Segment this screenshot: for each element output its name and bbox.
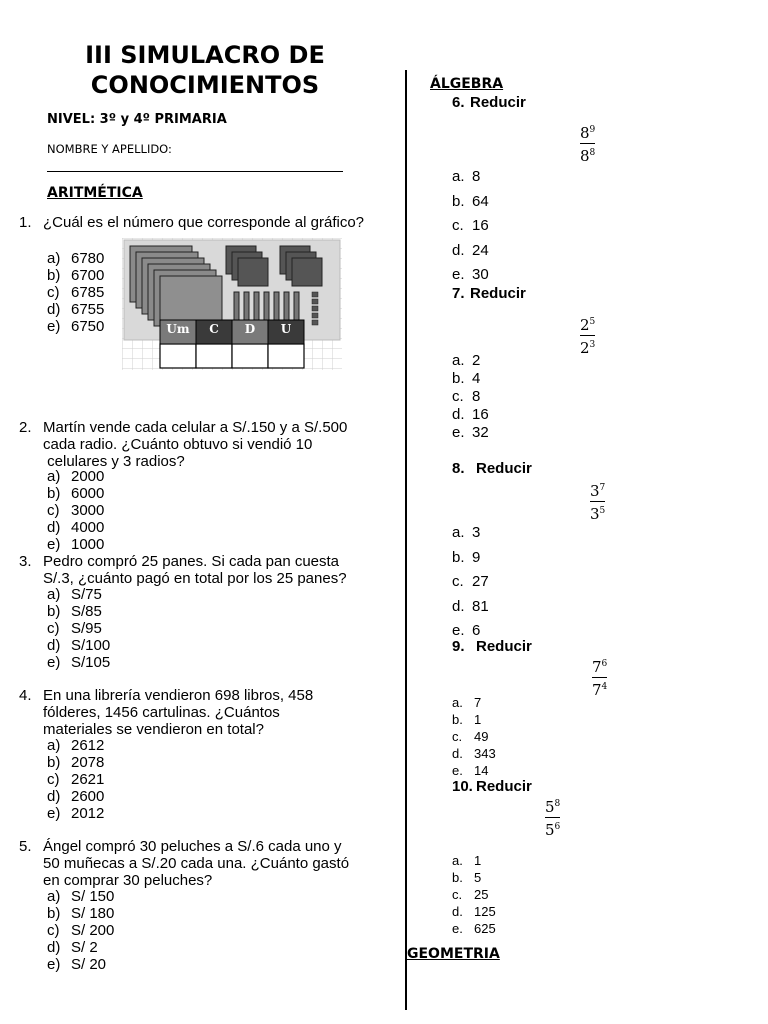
question-number: 7. (452, 285, 465, 302)
numerator-exponent: 6 (601, 659, 608, 669)
answer-option[interactable] (47, 788, 104, 805)
algebra-question-header (452, 285, 526, 302)
option-letter: a) (47, 586, 61, 603)
numerator-exponent: 5 (589, 317, 596, 327)
answer-option[interactable] (47, 536, 104, 553)
answer-option[interactable] (452, 598, 489, 615)
answer-option[interactable] (452, 695, 481, 710)
question-label: Reducir (470, 94, 526, 111)
answer-option[interactable] (452, 622, 480, 639)
answer-option[interactable] (47, 805, 104, 822)
question-number: 10. (452, 778, 473, 795)
answer-option[interactable] (47, 603, 102, 620)
answer-option[interactable] (452, 573, 489, 590)
answer-option[interactable] (47, 519, 104, 536)
option-value: 27 (472, 573, 489, 590)
option-letter: b. (452, 712, 463, 727)
answer-option[interactable] (452, 406, 489, 423)
option-value: 24 (472, 241, 489, 259)
answer-option[interactable] (47, 888, 114, 905)
option-value: 1 (474, 853, 482, 868)
title-line-1: III SIMULACRO DE (85, 41, 325, 69)
option-letter: a) (47, 468, 61, 485)
option-value: 3 (472, 524, 481, 541)
option-value: 5 (474, 870, 482, 885)
option-value: 16 (472, 406, 489, 423)
option-letter: b) (47, 267, 61, 284)
option-value: 625 (474, 921, 496, 936)
answer-option[interactable] (452, 388, 480, 405)
question-label: Reducir (470, 285, 526, 302)
option-value: S/ 180 (71, 905, 115, 922)
option-letter: a. (452, 695, 463, 710)
numerator-base: 7 (592, 658, 602, 676)
answer-option[interactable] (452, 904, 496, 919)
answer-option[interactable] (452, 763, 488, 778)
question-text: cada radio. ¿Cuánto obtuvo si vendió 10 (43, 436, 313, 453)
title-line-2: CONOCIMIENTOS (90, 71, 320, 99)
option-letter: d) (47, 788, 61, 805)
option-value: 30 (472, 266, 489, 283)
answer-option[interactable] (452, 524, 480, 541)
option-letter: b. (452, 548, 465, 566)
name-write-line (47, 171, 343, 172)
answer-option[interactable] (47, 250, 104, 267)
option-value: S/100 (71, 637, 111, 654)
option-value: 14 (474, 763, 489, 778)
answer-option[interactable] (47, 939, 98, 956)
answer-option[interactable] (47, 922, 114, 939)
option-value: 7 (474, 695, 482, 710)
algebra-question-header (452, 94, 526, 111)
option-letter: c. (452, 388, 464, 405)
option-value: 4000 (71, 519, 105, 536)
answer-option[interactable] (47, 620, 102, 637)
answer-option[interactable] (47, 502, 104, 519)
place-value-label: U (280, 322, 292, 336)
denominator-base: 5 (545, 821, 555, 839)
option-value: 6 (472, 622, 481, 639)
answer-option[interactable] (47, 301, 104, 318)
option-value: 32 (472, 424, 489, 441)
option-value: 6785 (71, 284, 105, 301)
algebra-question-header (452, 778, 532, 795)
option-letter: c) (47, 771, 60, 788)
question-text: 50 muñecas a S/.20 cada una. ¿Cuánto gastó (43, 855, 350, 872)
option-letter: e) (47, 536, 61, 553)
numerator-base: 5 (545, 798, 555, 816)
base-ten-blocks-figure (122, 238, 342, 370)
answer-option[interactable] (452, 746, 496, 761)
question-text: Ángel compró 30 peluches a S/.6 cada uno y (43, 838, 342, 855)
option-value: 2621 (71, 771, 105, 788)
nombre-label: NOMBRE Y APELLIDO: (47, 142, 172, 156)
answer-option[interactable] (452, 217, 489, 234)
option-value: 6000 (71, 485, 105, 502)
option-letter: c. (452, 729, 463, 744)
option-value: 9 (472, 548, 481, 566)
power-fraction (580, 122, 595, 165)
question-text: materiales se vendieron en total? (43, 721, 264, 738)
option-letter: e. (452, 921, 463, 936)
place-value-label: D (244, 322, 256, 336)
option-value: S/75 (71, 586, 102, 603)
fraction-denominator (580, 337, 595, 357)
option-letter: d) (47, 301, 61, 318)
option-letter: b) (47, 603, 61, 620)
answer-option[interactable] (47, 956, 106, 973)
option-letter: a. (452, 352, 465, 369)
algebra-heading: ÁLGEBRA (430, 76, 504, 92)
answer-option[interactable] (47, 267, 104, 284)
answer-option[interactable] (47, 905, 114, 922)
option-letter: c) (47, 284, 60, 301)
question-number: 8. (452, 460, 465, 477)
option-letter: c. (452, 887, 463, 902)
option-letter: c) (47, 502, 60, 519)
page-title (40, 40, 370, 100)
algebra-question-header (452, 460, 532, 477)
question-text: Martín vende cada celular a S/.150 y a S/.500 (43, 419, 348, 436)
answer-option[interactable] (47, 586, 102, 603)
power-fraction (580, 314, 595, 357)
option-letter: a. (452, 853, 463, 868)
fraction-denominator (592, 679, 607, 699)
numerator-base: 2 (580, 316, 590, 334)
fraction-bar (580, 143, 595, 144)
answer-option[interactable] (47, 284, 104, 301)
option-letter: a. (452, 524, 465, 541)
option-letter: d) (47, 939, 61, 956)
denominator-exponent: 3 (589, 340, 596, 350)
denominator-exponent: 5 (599, 506, 606, 516)
power-fraction (590, 480, 605, 523)
fraction-numerator (545, 796, 560, 816)
option-letter: a) (47, 888, 61, 905)
option-letter: e. (452, 424, 465, 441)
fraction-bar (592, 677, 607, 678)
question-text: celulares y 3 radios? (43, 453, 185, 470)
fraction-numerator (592, 656, 607, 676)
base-ten-blocks-illustration (122, 238, 342, 370)
fraction-bar (580, 335, 595, 336)
option-letter: e) (47, 318, 61, 335)
option-letter: b. (452, 192, 465, 210)
option-letter: d. (452, 904, 463, 919)
option-value: S/85 (71, 603, 102, 620)
option-value: S/105 (71, 654, 111, 671)
answer-option[interactable] (452, 921, 496, 936)
denominator-base: 2 (580, 339, 590, 357)
question-text: Pedro compró 25 panes. Si cada pan cuesta (43, 553, 340, 570)
question-number: 1. (19, 214, 32, 231)
answer-option[interactable] (47, 654, 110, 671)
denominator-base: 7 (592, 681, 602, 699)
option-letter: e. (452, 763, 463, 778)
option-value: 6750 (71, 318, 105, 335)
option-letter: e) (47, 654, 61, 671)
denominator-exponent: 6 (554, 822, 561, 832)
option-value: 8 (472, 388, 481, 405)
column-divider (405, 70, 407, 1010)
option-value: 8 (472, 168, 481, 185)
question-label: Reducir (476, 638, 532, 655)
answer-option[interactable] (452, 729, 488, 744)
option-letter: b. (452, 870, 463, 885)
option-value: 343 (474, 746, 496, 761)
option-value: S/ 20 (71, 956, 107, 973)
question-number: 3. (19, 553, 32, 570)
option-letter: a) (47, 737, 61, 754)
answer-option[interactable] (452, 870, 481, 885)
option-value: 2012 (71, 805, 105, 822)
option-letter: c) (47, 620, 60, 637)
option-value: S/ 150 (71, 888, 115, 905)
option-letter: c. (452, 217, 464, 234)
option-value: 6700 (71, 267, 105, 284)
option-letter: d) (47, 519, 61, 536)
answer-option[interactable] (452, 193, 489, 210)
option-value: 16 (472, 217, 489, 234)
aritmetica-heading: ARITMÉTICA (47, 185, 143, 201)
option-letter: b) (47, 485, 61, 502)
option-letter: e. (452, 266, 465, 283)
option-letter: e) (47, 805, 61, 822)
option-value: 64 (472, 192, 489, 210)
question-text: ¿Cuál es el número que corresponde al gráfico? (43, 214, 365, 231)
option-value: 1000 (71, 536, 105, 553)
option-value: 1 (474, 712, 482, 727)
numerator-base: 3 (590, 482, 600, 500)
option-letter: e. (452, 622, 465, 639)
numerator-base: 8 (580, 124, 590, 142)
denominator-exponent: 4 (601, 682, 608, 692)
place-value-label: C (209, 322, 219, 336)
option-value: S/95 (71, 620, 102, 637)
question-text: S/.3, ¿cuánto pagó en total por los 25 panes? (43, 570, 347, 587)
answer-option[interactable] (452, 352, 480, 369)
option-letter: e) (47, 956, 61, 973)
fraction-denominator (545, 819, 560, 839)
denominator-exponent: 8 (589, 148, 596, 158)
option-value: 6755 (71, 301, 105, 318)
question-number: 9. (452, 638, 465, 655)
option-value: 2078 (71, 754, 105, 771)
answer-option[interactable] (452, 549, 480, 566)
question-number: 2. (19, 419, 32, 436)
option-value: 6780 (71, 250, 105, 267)
answer-option[interactable] (452, 370, 480, 387)
numerator-exponent: 7 (599, 483, 606, 493)
answer-option[interactable] (47, 485, 104, 502)
option-value: 4 (472, 370, 481, 387)
fraction-numerator (580, 314, 595, 334)
option-letter: b. (452, 370, 465, 387)
answer-option[interactable] (452, 853, 481, 868)
option-value: 25 (474, 887, 489, 902)
option-letter: d) (47, 637, 61, 654)
denominator-base: 3 (590, 505, 600, 523)
numerator-exponent: 8 (554, 799, 561, 809)
fraction-numerator (580, 122, 595, 142)
fraction-denominator (580, 145, 595, 165)
place-value-label: Um (166, 322, 190, 336)
fraction-bar (590, 501, 605, 502)
power-fraction (592, 656, 607, 699)
option-letter: c. (452, 573, 464, 590)
option-letter: c) (47, 922, 60, 939)
option-value: 2600 (71, 788, 105, 805)
power-fraction (545, 796, 560, 839)
option-value: 81 (472, 597, 489, 615)
answer-option[interactable] (452, 266, 489, 283)
nivel-label: NIVEL: 3º y 4º PRIMARIA (47, 112, 227, 127)
option-value: S/ 200 (71, 922, 115, 939)
geometria-heading: GEOMETRIA (407, 946, 500, 962)
option-value: 2612 (71, 737, 105, 754)
answer-option[interactable] (47, 754, 104, 771)
option-letter: a. (452, 168, 465, 185)
question-text: fólderes, 1456 cartulinas. ¿Cuántos (43, 704, 280, 721)
denominator-base: 8 (580, 147, 590, 165)
answer-option[interactable] (452, 242, 489, 259)
answer-option[interactable] (47, 737, 104, 754)
option-value: 3000 (71, 502, 105, 519)
question-label: Reducir (476, 460, 532, 477)
option-letter: a) (47, 250, 61, 267)
option-value: 49 (474, 729, 489, 744)
question-text: en comprar 30 peluches? (43, 872, 213, 889)
answer-option[interactable] (47, 637, 110, 654)
answer-option[interactable] (47, 468, 104, 485)
numerator-exponent: 9 (589, 125, 596, 135)
answer-option[interactable] (452, 712, 481, 727)
question-number: 5. (19, 838, 32, 855)
option-value: S/ 2 (71, 939, 98, 956)
question-text: En una librería vendieron 698 libros, 458 (43, 687, 314, 704)
option-letter: d. (452, 241, 465, 259)
question-label: Reducir (476, 778, 532, 795)
fraction-numerator (590, 480, 605, 500)
answer-option[interactable] (47, 318, 104, 335)
option-value: 2 (472, 352, 481, 369)
option-letter: d. (452, 597, 465, 615)
answer-option[interactable] (452, 168, 480, 185)
answer-option[interactable] (452, 887, 488, 902)
option-letter: d. (452, 746, 463, 761)
fraction-denominator (590, 503, 605, 523)
option-value: 125 (474, 904, 496, 919)
fraction-bar (545, 817, 560, 818)
question-number: 6. (452, 94, 465, 111)
answer-option[interactable] (47, 771, 104, 788)
algebra-question-header (452, 638, 532, 655)
option-value: 2000 (71, 468, 105, 485)
answer-option[interactable] (452, 424, 489, 441)
option-letter: b) (47, 905, 61, 922)
question-number: 4. (19, 687, 32, 704)
option-letter: b) (47, 754, 61, 771)
option-letter: d. (452, 406, 465, 423)
